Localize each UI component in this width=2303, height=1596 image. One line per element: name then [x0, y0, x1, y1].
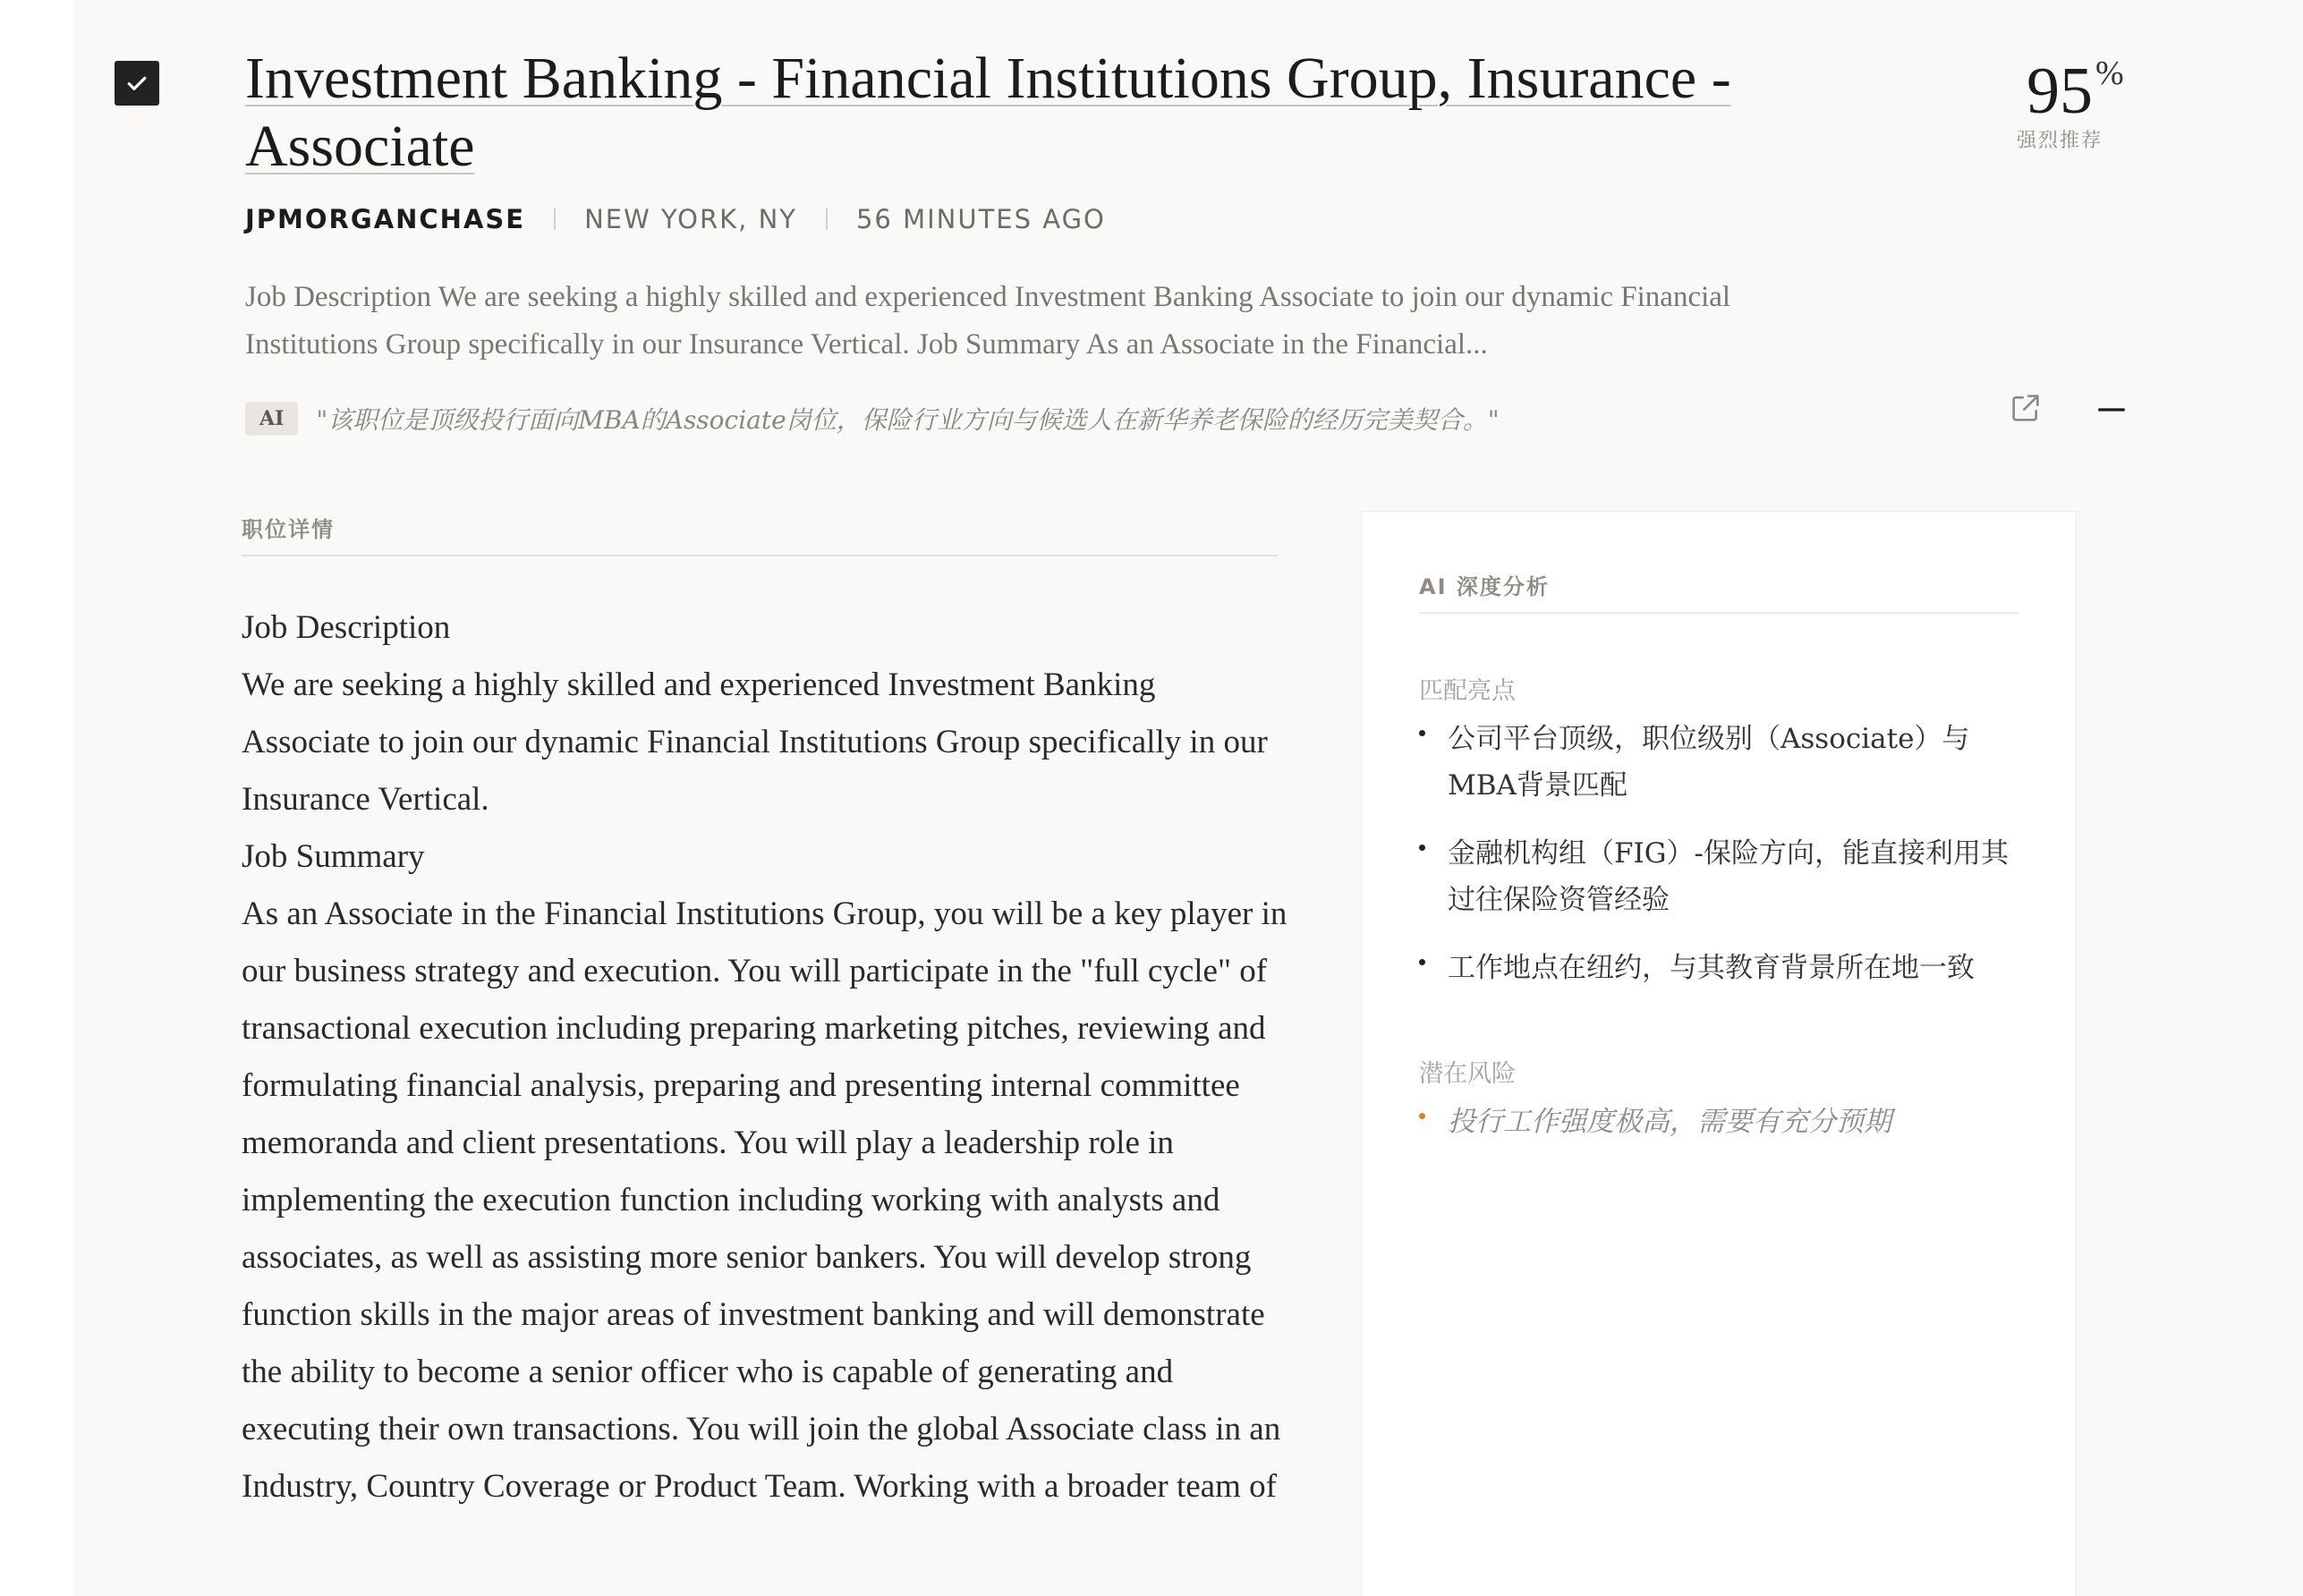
details-paragraph: Job Summary	[242, 838, 425, 875]
risks-list	[1419, 1099, 2010, 1167]
job-summary: Job Description We are seeking a highly skilled and experienced Investment Banking Associate to join our dynamic Financial Institutions Group specifically in our Insurance Vertical. Job Summary As an Associate in the Financial...	[245, 281, 1731, 361]
select-checkbox[interactable]	[115, 61, 159, 106]
highlights-list	[1419, 716, 2010, 1013]
meta-divider	[554, 208, 556, 230]
details-paragraph: As an Associate in the Financial Institutions Group, you will be a key player in our business strategy and execution. You will participate in the "full cycle" of transactional execution including preparing marketing pitches, reviewing and formulating financial analysis, preparing and presenting internal committee memoranda and client presentations. You will play a leadership role in implementing the execution function including working with analysts and associates, as well as assisting more senior bankers. You will develop strong function skills in the major areas of investment banking and will demonstrate the ability to become a senior officer who is capable of generating and executing their own transactions. You will join the global Associate class in an Industry, Country Coverage or Product Team. Working with a broader team of	[242, 896, 1287, 1505]
match-score	[1988, 54, 2131, 153]
ai-analysis-header: AI 深度分析	[1419, 569, 2018, 614]
company-name: JPMORGANCHASE	[245, 204, 526, 234]
posted-time: 56 MINUTES AGO	[855, 204, 1106, 234]
list-item: 工作地点在纽约，与其教育背景所在地一致	[1419, 945, 2010, 991]
check-icon	[123, 70, 150, 97]
job-title-link[interactable]: Investment Banking - Financial Institutions Group, Insurance - Associate	[245, 46, 1731, 179]
external-link-icon[interactable]	[2008, 390, 2044, 426]
job-meta	[245, 204, 1106, 234]
list-item: 投行工作强度极高，需要有充分预期	[1419, 1099, 2010, 1145]
highlights-title: 匹配亮点	[1419, 677, 1516, 705]
job-details-body	[242, 599, 1288, 1515]
details-paragraph: Job Description	[242, 609, 451, 646]
list-item: 公司平台顶级，职位级别（Associate）与MBA背景匹配	[1419, 716, 2010, 809]
job-title[interactable]	[245, 45, 1820, 181]
ai-badge: AI	[245, 402, 298, 436]
ai-summary	[245, 401, 1500, 437]
details-section-header: 职位详情	[242, 512, 1278, 556]
ai-quote: "该职位是顶级投行面向MBA的Associate岗位，保险行业方向与候选人在新华养老保险的经历完美契合。"	[316, 405, 1500, 435]
job-location: NEW YORK, NY	[584, 204, 797, 234]
match-score-unit: %	[2095, 55, 2124, 92]
list-item: 金融机构组（FIG）-保险方向，能直接利用其过往保险资管经验	[1419, 830, 2010, 923]
ai-analysis-panel	[1362, 512, 2076, 1596]
match-score-value: 95	[2027, 55, 2093, 128]
match-score-label: 强烈推荐	[2016, 130, 2103, 152]
job-card	[73, 0, 2303, 1596]
minus-icon[interactable]	[2094, 392, 2129, 428]
meta-divider	[826, 208, 828, 230]
details-paragraph: We are seeking a highly skilled and experienced Investment Banking Associate to join our dynamic Financial Institutions Group specifically in our Insurance Vertical.	[242, 666, 1268, 818]
risks-title: 潜在风险	[1419, 1060, 1516, 1088]
